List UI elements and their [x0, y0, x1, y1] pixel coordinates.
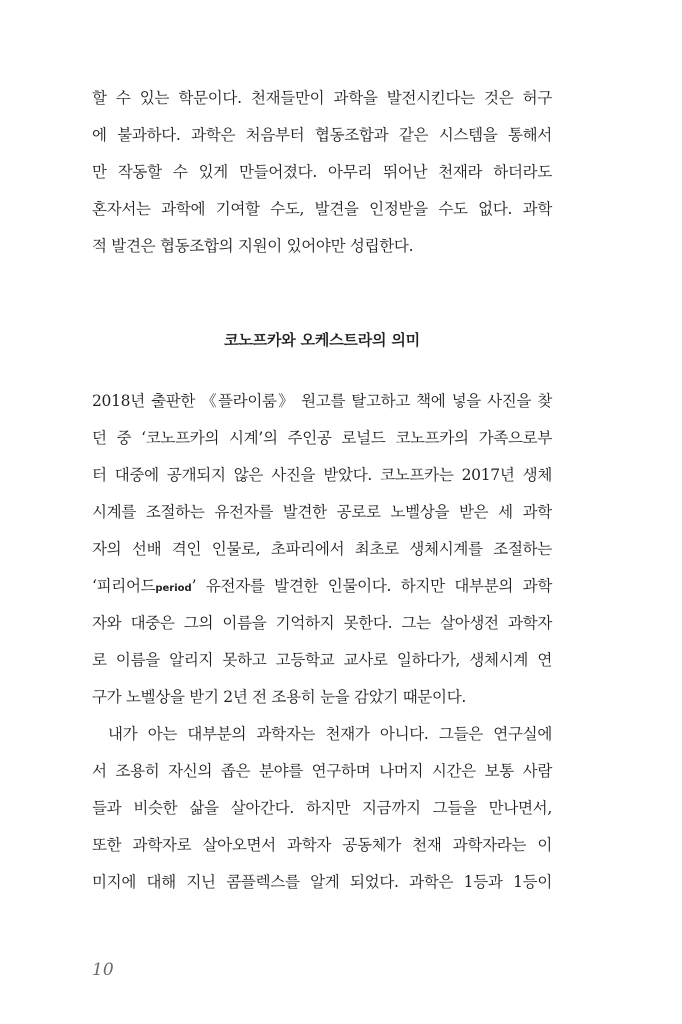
text-line-period	[92, 568, 552, 605]
text-line: 자와 대중은 그의 이름을 기억하지 못한다. 그는 살아생전 과학자	[92, 614, 552, 632]
text-line: 2018년 출판한 《플라이룸》 원고를 탈고하고 책에 넣을 사진을 찾	[92, 392, 552, 410]
paragraph-konopka	[92, 383, 552, 901]
text-line: 던 중 ‘코노프카의 시계’의 주인공 로널드 코노프카의 가족으로부	[92, 429, 552, 447]
section-heading: 코노프카와 오케스트라의 의미	[224, 331, 420, 349]
text-line: 자의 선배 격인 인물로, 초파리에서 최초로 생체시계를 조절하는	[92, 540, 552, 558]
text-line: 구가 노벨상을 받기 2년 전 조용히 눈을 감았기 때문이다.	[92, 688, 467, 706]
text-line: 로 이름을 알리지 못하고 고등학교 교사로 일하다가, 생체시계 연	[92, 651, 552, 669]
text-line: 들과 비슷한 삶을 살아간다. 하지만 지금까지 그들을 만나면서,	[92, 799, 552, 817]
text-line: 또한 과학자로 살아오면서 과학자 공동체가 천재 과학자라는 이	[92, 836, 552, 854]
text-line: 적 발견은 협동조합의 지원이 있어야만 성립한다.	[92, 237, 414, 255]
text-line: 할 수 있는 학문이다. 천재들만이 과학을 발전시킨다는 것은 허구	[92, 89, 552, 107]
text-line: 만 작동할 수 있게 만들어졌다. 아무리 뛰어난 천재라 하더라도	[92, 163, 552, 181]
text-line: 미지에 대해 지닌 콤플렉스를 알게 되었다. 과학은 1등과 1등이	[92, 873, 552, 891]
period-suffix: ’ 유전자를 발견한 인물이다. 하지만 대부분의 과학	[191, 577, 552, 595]
text-line: 혼자서는 과학에 기여할 수도, 발견을 인정받을 수도 없다. 과학	[92, 200, 552, 218]
text-line: 시계를 조절하는 유전자를 발견한 공로로 노벨상을 받은 세 과학	[92, 503, 552, 521]
text-line: 내가 아는 대부분의 과학자는 천재가 아니다. 그들은 연구실에	[108, 725, 552, 743]
text-line: 에 불과하다. 과학은 처음부터 협동조합과 같은 시스템을 통해서	[92, 126, 552, 144]
text-line: 터 대중에 공개되지 않은 사진을 받았다. 코노프카는 2017년 생체	[92, 466, 552, 484]
paragraph-science-collaboration	[92, 80, 552, 265]
period-english-term: period	[155, 583, 192, 594]
text-line: 서 조용히 자신의 좁은 분야를 연구하며 나머지 시간은 보통 사람	[92, 762, 552, 780]
page-number: 10	[92, 960, 114, 980]
period-prefix: ‘피리어드	[92, 577, 156, 595]
